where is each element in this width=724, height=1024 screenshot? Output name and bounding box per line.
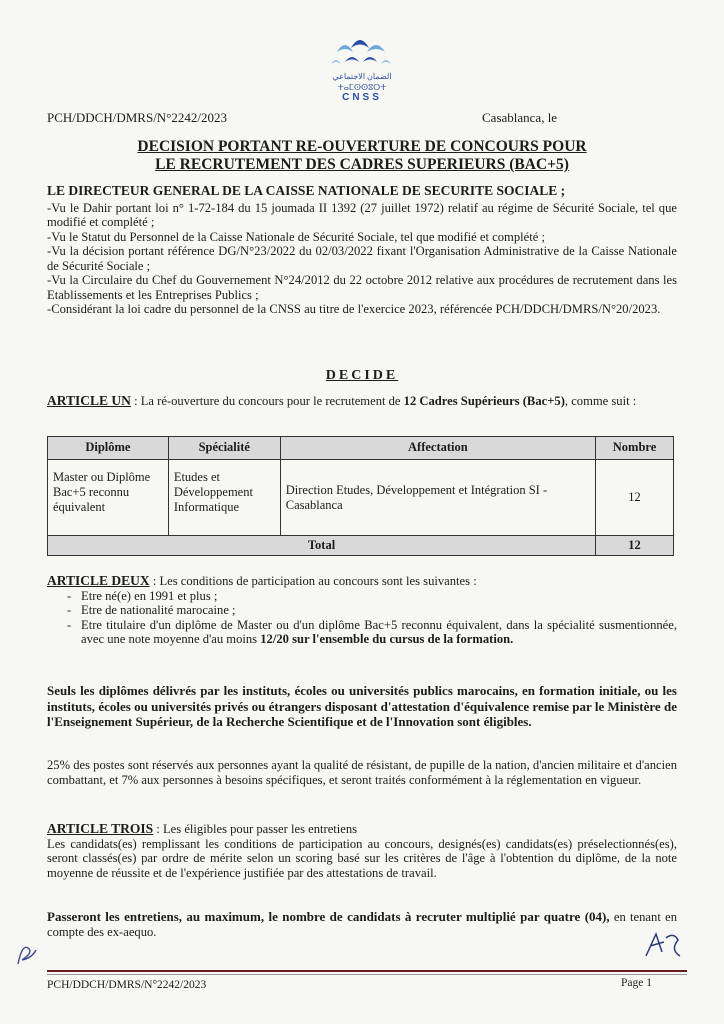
positions-table xyxy=(47,436,674,556)
article-three xyxy=(47,822,677,880)
cell-diplome: Master ou Diplôme Bac+5 reconnu équivalent xyxy=(48,460,169,536)
initials-paraph-icon xyxy=(12,940,42,970)
condition-grade: 12/20 sur l'ensemble du cursus de la formation. xyxy=(260,632,514,646)
eligible-diplomas: Seuls les diplômes délivrés par les instituts, écoles ou universités publics marocains, en formation initiale, ou les instituts, écoles ou universités privés ou étrangers disposant d'attestation d'équivalence remise par le Ministère de l'Enseignement Supérieur, de la Recherche Scientifique et de l'Innovation sont éligibles. xyxy=(47,683,677,729)
list-item xyxy=(81,618,677,647)
cnss-logo xyxy=(316,26,408,110)
page-number: Page 1 xyxy=(621,977,652,989)
logo-tifinagh: ⵜⴰⵎⵙⵙⵓⵔⵜ xyxy=(337,83,387,92)
place-date: Casablanca, le xyxy=(482,110,558,125)
interviews-rule xyxy=(47,910,677,939)
article-one-text-end: , comme suit : xyxy=(564,394,637,408)
preamble-item: -Vu la Circulaire du Chef du Gouvernement N°24/2012 du 22 octobre 2012 relative aux procédures de recrutement dans les Etablissements et les Entreprises Publics ; xyxy=(47,273,677,302)
article-one-text: : La ré-ouverture du concours pour le recrutement de xyxy=(130,394,404,408)
header-nombre: Nombre xyxy=(596,437,674,460)
decision-title xyxy=(40,138,684,174)
article-one xyxy=(47,394,677,409)
signature-icon xyxy=(640,928,684,962)
reserved-quota: 25% des postes sont réservés aux personnes ayant la qualité de résistant, de pupille de la nation, d'ancien militaire et d'ancien combattant, et 7% aux personnes à besoins spécifiques, et seront traités conformément à la réglementation en vigueur. xyxy=(47,758,677,787)
reference-number: PCH/DDCH/DMRS/N°2242/2023 xyxy=(47,110,228,125)
header-specialite: Spécialité xyxy=(168,437,280,460)
preamble xyxy=(47,184,677,317)
article-three-label: ARTICLE TROIS xyxy=(47,821,154,836)
table-header-row xyxy=(48,437,674,460)
article-three-intro: : Les éligibles pour passer les entretiens xyxy=(153,822,358,836)
list-item: - Etre né(e) en 1991 et plus ; xyxy=(81,589,677,604)
interviews-bold: Passeront les entretiens, au maximum, le nombre de candidats à recruter multiplié par quatre (04), xyxy=(47,909,610,924)
cell-specialite: Etudes et Développement Informatique xyxy=(168,460,280,536)
header-affectation: Affectation xyxy=(280,437,595,460)
table-row xyxy=(48,460,674,536)
footer-divider xyxy=(47,970,687,972)
interviews-rest: en tenant en compte des ex-aequo. xyxy=(47,910,677,939)
preamble-item: -Vu la décision portant référence DG/N°23/2022 du 02/03/2022 fixant l'Organisation Administrative de la Caisse Nationale de Sécurité Sociale ; xyxy=(47,244,677,273)
condition-diploma: Etre titulaire d'un diplôme de Master ou d'un diplôme Bac+5 reconnu équivalent, dans la spécialité susmentionnée, avec une note moyenne d'au moins xyxy=(81,617,677,646)
preamble-heading: LE DIRECTEUR GENERAL DE LA CAISSE NATIONALE DE SECURITE SOCIALE ; xyxy=(47,183,566,198)
footer-reference: PCH/DDCH/DMRS/N°2242/2023 xyxy=(47,979,207,991)
title-line-1: DECISION PORTANT RE-OUVERTURE DE CONCOURS POUR xyxy=(137,138,587,155)
article-two-intro: : Les conditions de participation au concours sont les suivantes : xyxy=(149,574,477,588)
list-item: - Etre de nationalité marocaine ; xyxy=(81,603,677,618)
cell-affectation: Direction Etudes, Développement et Intégration SI - Casablanca xyxy=(280,460,595,536)
article-one-count: 12 Cadres Supérieurs (Bac+5) xyxy=(403,394,565,408)
total-value: 12 xyxy=(596,536,674,556)
conditions-list xyxy=(47,589,677,647)
cnss-logo-icon xyxy=(327,26,397,70)
preamble-item: -Considérant la loi cadre du personnel de la CNSS au titre de l'exercice 2023, référencée PCH/DDCH/DMRS/N°20/2023. xyxy=(47,302,661,316)
article-three-text: Les candidats(es) remplissant les conditions de participation au concours, designés(es) candidats(es) préselectionnés(es), seront classés(es) par ordre de mérite selon un scoring basé sur les critères de l'âge à l'obtention du diplôme, de la note moyenne de réussite et de l'expérience justifiée par des attestations de travail. xyxy=(47,836,677,880)
article-two xyxy=(47,574,677,647)
header-diplome: Diplôme xyxy=(48,437,169,460)
title-line-2: LE RECRUTEMENT DES CADRES SUPERIEURS (BAC+5) xyxy=(155,156,569,173)
logo-name: CNSS xyxy=(342,92,382,103)
preamble-item: -Vu le Statut du Personnel de la Caisse Nationale de Sécurité Sociale, tel que modifié et complété ; xyxy=(47,229,545,244)
logo-arabic: الضمان الاجتماعي xyxy=(332,72,392,81)
total-label: Total xyxy=(48,536,596,556)
table-total-row xyxy=(48,536,674,556)
decide-heading: DECIDE xyxy=(325,368,399,383)
cell-nombre: 12 xyxy=(596,460,674,536)
article-one-label: ARTICLE UN xyxy=(47,393,131,408)
footer-divider-thin xyxy=(47,974,687,975)
article-two-label: ARTICLE DEUX xyxy=(47,573,150,588)
preamble-item: -Vu le Dahir portant loi n° 1-72-184 du 15 joumada II 1392 (27 juillet 1972) relatif au régime de Sécurité Sociale, tel que modifié et complété ; xyxy=(47,200,677,229)
